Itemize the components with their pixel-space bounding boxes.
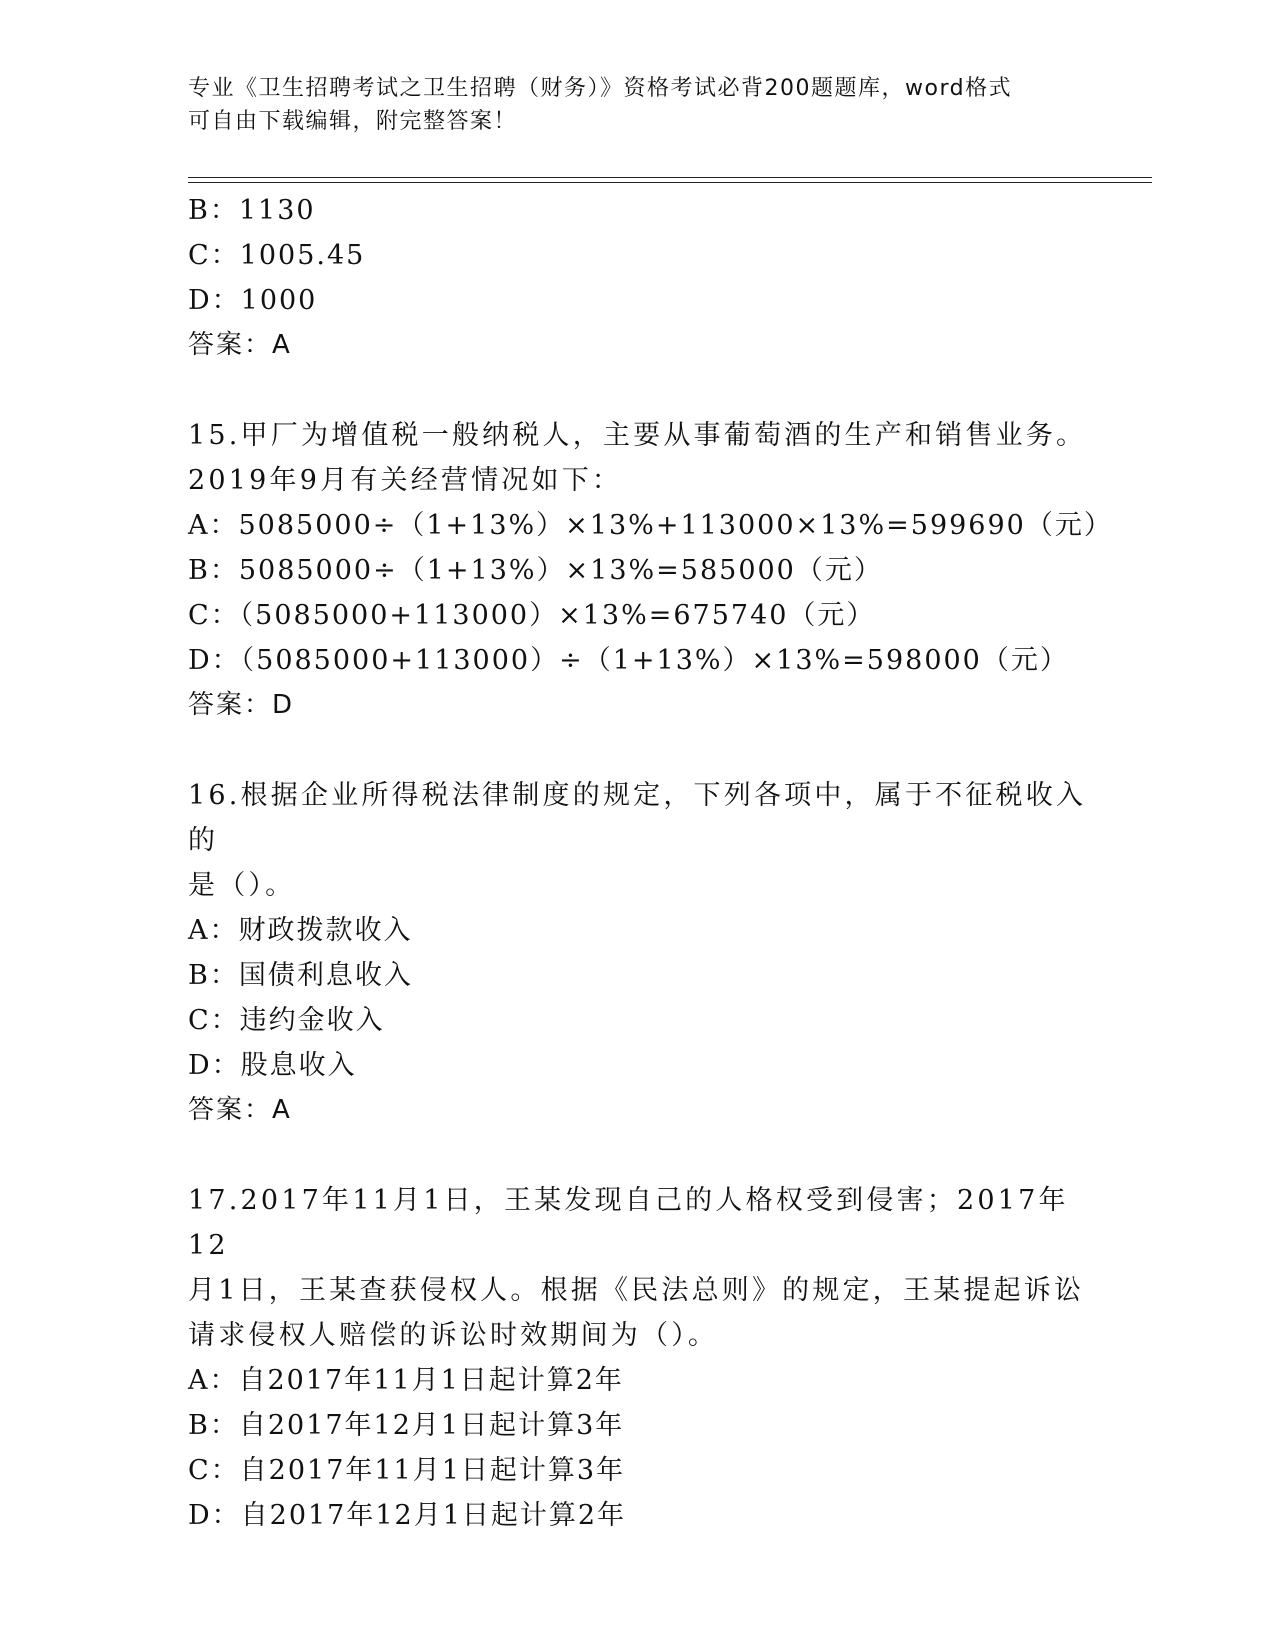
question-14-continued [188, 188, 1088, 368]
question-text-line: 16.根据企业所得税法律制度的规定，下列各项中，属于不征税收入的 [188, 780, 1087, 856]
option-b: B：国债利息收入 [188, 960, 413, 991]
option-c: C：违约金收入 [188, 1005, 385, 1036]
option-d: D：股息收入 [188, 1050, 357, 1081]
option-b: B：1130 [188, 195, 316, 226]
answer: 答案：D [188, 690, 295, 720]
question-15 [188, 413, 1113, 728]
spacer [188, 728, 1088, 773]
option-b: B：自2017年12月1日起计算3年 [188, 1410, 625, 1441]
header-divider-top [188, 177, 1152, 178]
question-17 [188, 1178, 1088, 1538]
question-list [188, 188, 1113, 1538]
option-a: A：自2017年11月1日起计算2年 [188, 1365, 624, 1396]
option-c: C：自2017年11月1日起计算3年 [188, 1455, 626, 1486]
option-c: C：1005.45 [188, 240, 366, 271]
spacer [188, 1133, 1088, 1178]
question-text-line: 2019年9月有关经营情况如下： [188, 465, 623, 496]
option-b: B：5085000÷（1+13%）×13%=585000（元） [188, 555, 883, 586]
option-a: A：5085000÷（1+13%）×13%+113000×13%=599690（元） [188, 510, 1113, 541]
question-16 [188, 773, 1088, 1133]
option-c: C：（5085000+113000）×13%=675740（元） [188, 600, 876, 631]
question-text-line: 是（）。 [188, 870, 296, 901]
option-d: D：自2017年12月1日起计算2年 [188, 1500, 627, 1531]
option-d: D：1000 [188, 285, 318, 316]
question-text-line: 15.甲厂为增值税一般纳税人，主要从事葡萄酒的生产和销售业务。 [188, 420, 1087, 451]
header-title-line-2: 可自由下载编辑，附完整答案！ [188, 109, 518, 134]
spacer [188, 368, 1088, 413]
option-d: D：（5085000+113000）÷（1+13%）×13%=598000（元） [188, 645, 1069, 676]
question-text-line: 月1日，王某查获侵权人。根据《民法总则》的规定，王某提起诉讼 [188, 1275, 1085, 1306]
question-text-line: 请求侵权人赔偿的诉讼时效期间为（）。 [188, 1320, 719, 1351]
answer: 答案：A [188, 1095, 292, 1125]
header-divider-bottom [188, 182, 1152, 183]
header-title-line-1: 专业《卫生招聘考试之卫生招聘（财务）》资格考试必背200题题库，word格式 [188, 76, 1013, 101]
option-a: A：财政拨款收入 [188, 915, 413, 946]
question-text-line: 17.2017年11月1日，王某发现自己的人格权受到侵害；2017年12 [188, 1185, 1069, 1261]
answer: 答案：A [188, 330, 292, 360]
document-header [188, 72, 1068, 138]
